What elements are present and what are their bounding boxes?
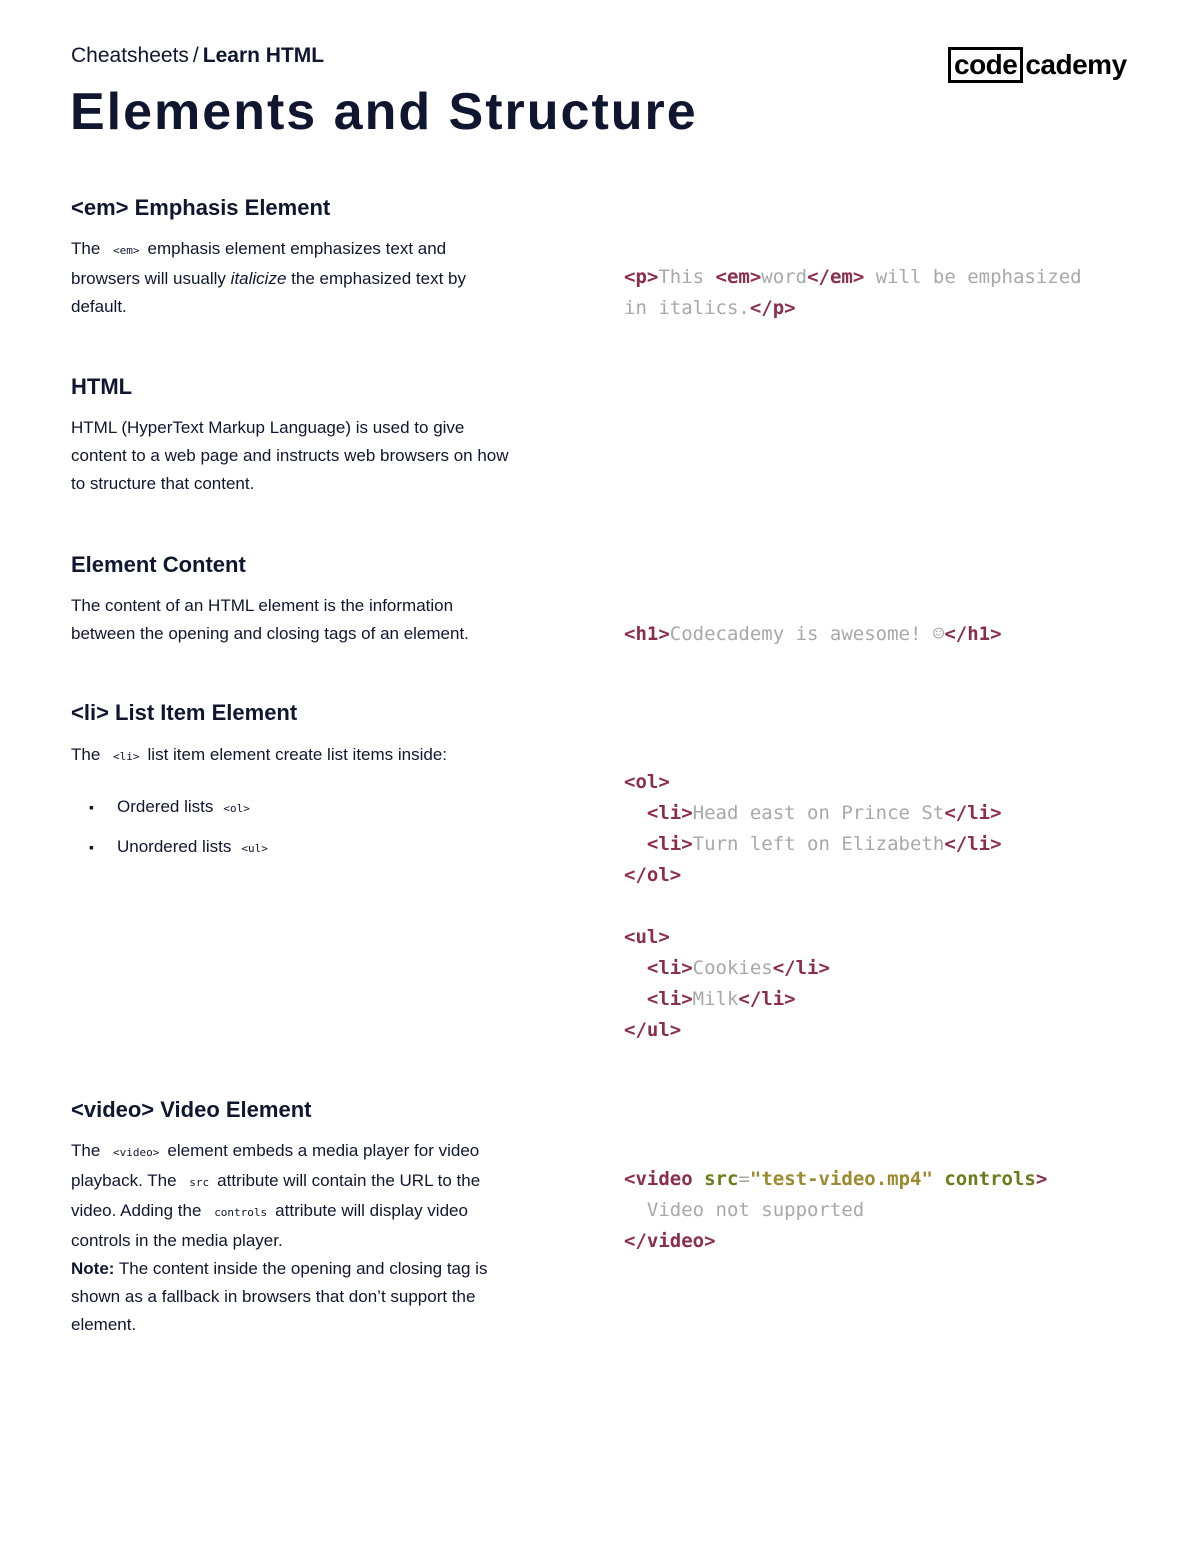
section-desc-video [71, 1137, 511, 1339]
code-string: "test-video.mp4" [749, 1168, 933, 1190]
code-tag: > [1035, 1168, 1048, 1190]
desc-text: The [71, 1141, 101, 1160]
desc-text: list item element create list items inside: [147, 745, 448, 764]
desc-italic: italicize [230, 269, 287, 288]
section-title-video: <video> Video Element [71, 1097, 312, 1122]
breadcrumb [71, 44, 324, 68]
section-title-li: <li> List Item Element [71, 700, 298, 725]
inline-code: src [189, 1176, 210, 1189]
inline-code: <ul> [241, 842, 268, 855]
section-desc-li [71, 741, 511, 771]
code-tag: </p> [749, 297, 796, 319]
code-tag: </h1> [944, 623, 1002, 645]
list-item-label: Ordered lists [117, 797, 214, 816]
code-tag: </ul> [624, 1019, 682, 1041]
code-text: will be emphasized [864, 266, 1082, 288]
code-text: Cookies [692, 957, 773, 979]
breadcrumb-separator: / [192, 44, 199, 67]
code-example-li [624, 767, 1002, 1046]
code-tag: <p> [624, 266, 659, 288]
note-label: Note: [71, 1259, 115, 1278]
code-text: in italics. [624, 297, 750, 319]
section-desc-element-content: The content of an HTML element is the information between the opening and closing tags of an element. [71, 596, 469, 643]
code-tag: </li> [738, 988, 796, 1010]
logo-code-box: code [948, 47, 1023, 83]
code-text: Codecademy is awesome! ☺ [669, 623, 945, 645]
code-tag: <video [624, 1168, 693, 1190]
code-tag: <h1> [624, 623, 670, 645]
code-tag: <li> [646, 833, 693, 855]
code-tag: <li> [646, 957, 693, 979]
breadcrumb-parent-link[interactable]: Cheatsheets [71, 44, 189, 67]
code-text: word [761, 266, 808, 288]
logo-cademy-text: cademy [1025, 49, 1127, 80]
code-tag: <li> [646, 988, 693, 1010]
list-item [89, 796, 268, 836]
code-tag: <em> [715, 266, 762, 288]
section-title-html: HTML [71, 374, 133, 399]
code-text: Head east on Prince St [692, 802, 945, 824]
page-title: Elements and Structure [70, 83, 698, 141]
code-text: Video not supported [646, 1199, 865, 1221]
code-attr: src [704, 1168, 739, 1190]
section-title-em: <em> Emphasis Element [71, 195, 331, 220]
note-text: The content inside the opening and closing tag is shown as a fallback in browsers that don’t support the element. [71, 1259, 488, 1334]
code-example-em [624, 262, 1082, 324]
desc-text: The [71, 239, 101, 258]
code-example-element-content [624, 619, 1002, 650]
bullet-icon: ▪ [89, 799, 94, 815]
inline-code: <ol> [223, 802, 250, 815]
section-title-element-content: Element Content [71, 552, 246, 577]
inline-code: controls [214, 1206, 268, 1219]
section-desc-html: HTML (HyperText Markup Language) is used to give content to a web page and instructs web browsers on how to structure that content. [71, 418, 509, 493]
breadcrumb-current[interactable]: Learn HTML [202, 44, 325, 67]
codecademy-logo[interactable] [948, 46, 1127, 84]
inline-code: <em> [113, 244, 140, 257]
desc-text: attribute will display video controls in the media player. [71, 1201, 468, 1250]
code-tag: </li> [944, 802, 1002, 824]
bullet-icon: ▪ [89, 839, 94, 855]
code-tag: </em> [807, 266, 865, 288]
code-tag: <li> [646, 802, 693, 824]
code-tag: <ol> [624, 771, 670, 793]
desc-text: the emphasized text by default. [71, 269, 466, 316]
desc-text: attribute will contain the URL to the video. Adding the [71, 1171, 481, 1220]
code-example-video [624, 1164, 1047, 1257]
desc-text: emphasis element emphasizes text and browsers will usually [71, 239, 447, 288]
code-attr: controls [944, 1168, 1036, 1190]
inline-code: <video> [113, 1146, 160, 1159]
list-item [89, 836, 268, 876]
code-tag: </ol> [624, 864, 682, 886]
section-desc-em [71, 235, 511, 321]
code-tag: <ul> [624, 926, 670, 948]
code-tag: </video> [624, 1230, 716, 1252]
code-text: This [658, 266, 716, 288]
desc-text: The [71, 745, 101, 764]
list-item-label: Unordered lists [117, 837, 232, 856]
desc-text: element embeds a media player for video playback. The [71, 1141, 480, 1190]
inline-code: <li> [113, 750, 140, 763]
code-text: Milk [692, 988, 739, 1010]
code-text: Turn left on Elizabeth [692, 833, 945, 855]
code-text: = [738, 1168, 750, 1190]
code-tag: </li> [772, 957, 830, 979]
code-tag: </li> [944, 833, 1002, 855]
li-bullet-list [89, 796, 268, 876]
